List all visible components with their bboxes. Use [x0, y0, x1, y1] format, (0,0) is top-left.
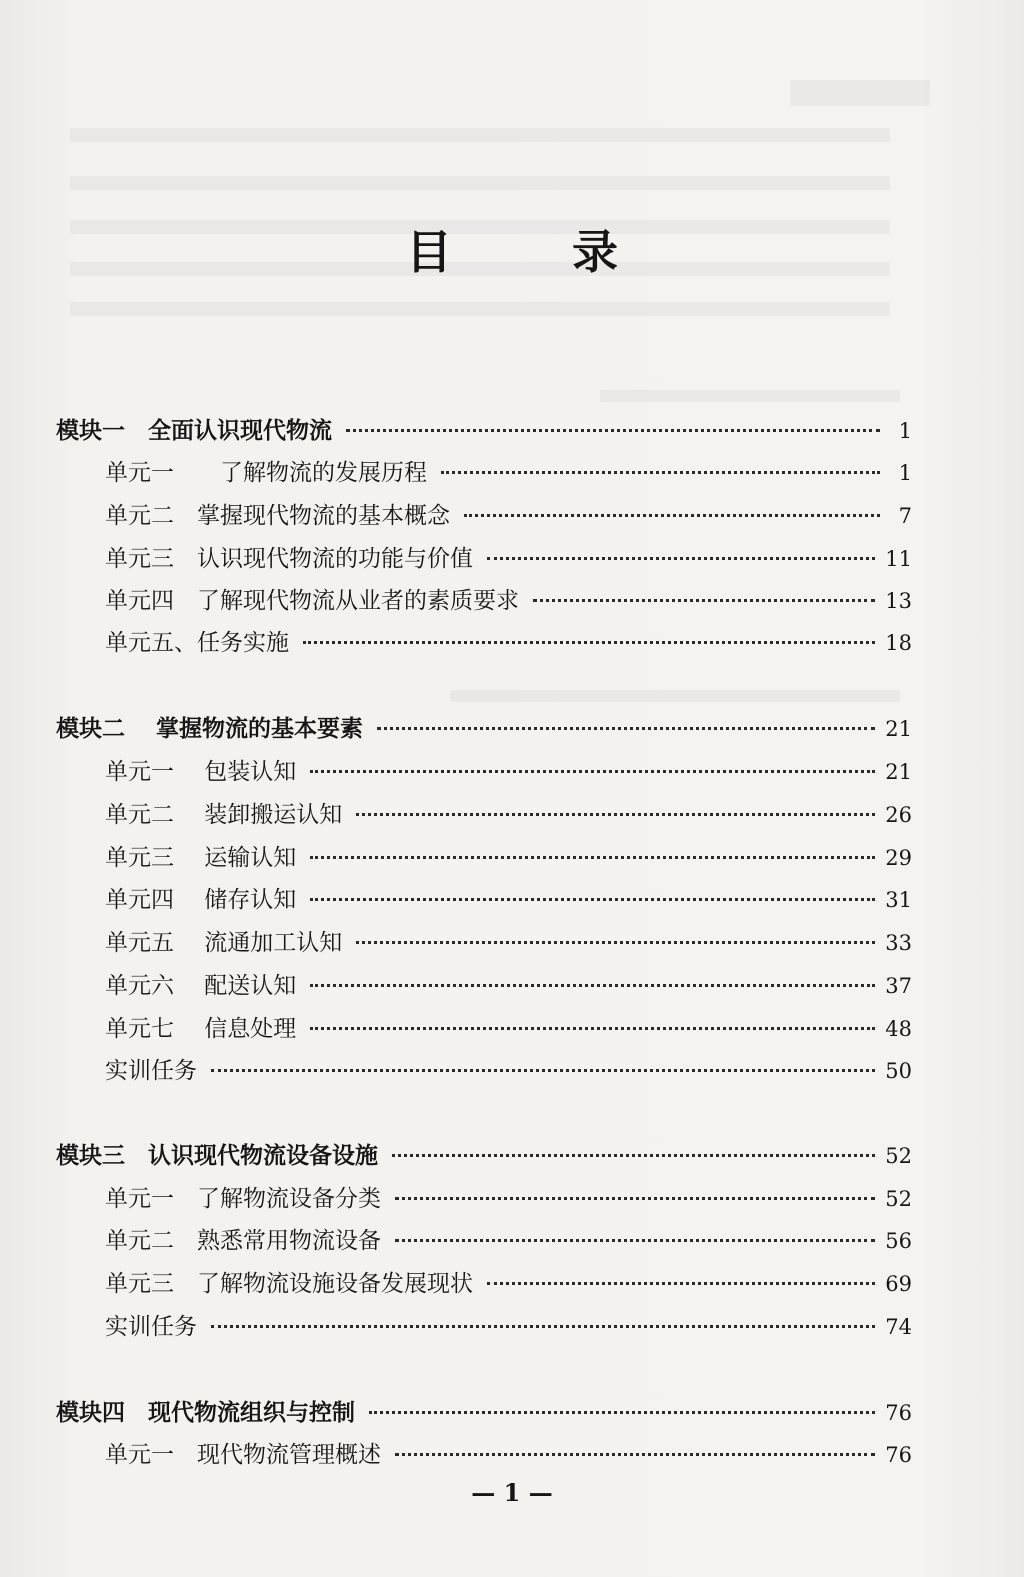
toc-module-2[interactable]	[56, 710, 912, 750]
toc-entry-page: 1	[898, 419, 912, 443]
toc-module-1[interactable]	[56, 412, 912, 452]
dot-leader	[310, 770, 875, 773]
toc-entry-label: 实训任务	[105, 1058, 197, 1084]
toc-entry-page: 56	[885, 1229, 912, 1253]
toc-entry-page: 69	[885, 1272, 912, 1296]
toc-unit[interactable]	[105, 839, 912, 879]
dot-leader	[211, 1069, 875, 1072]
toc-entry-page: 26	[885, 803, 912, 827]
toc-unit[interactable]	[105, 1265, 912, 1305]
toc-unit[interactable]	[105, 924, 912, 964]
dot-leader	[303, 641, 875, 644]
page-title: 目 录	[405, 225, 670, 279]
toc-entry-label: 单元七 信息处理	[105, 1016, 297, 1042]
toc-unit[interactable]	[105, 1436, 912, 1476]
toc-entry-page: 48	[885, 1017, 912, 1041]
dot-leader	[346, 429, 880, 432]
toc-entry-label: 单元四 了解现代物流从业者的素质要求	[105, 588, 519, 614]
toc-unit[interactable]	[105, 624, 912, 664]
dot-leader	[533, 599, 875, 602]
toc-entry-label: 模块二 掌握物流的基本要素	[56, 716, 364, 742]
toc-entry-label: 单元一 包装认知	[105, 759, 297, 785]
toc-entry-label: 单元二 掌握现代物流的基本概念	[105, 503, 450, 529]
toc-module-4[interactable]	[56, 1394, 912, 1434]
dot-leader	[392, 1154, 875, 1157]
toc-unit[interactable]	[105, 753, 912, 793]
toc-entry-page: 13	[885, 589, 912, 613]
toc-entry-label: 单元四 储存认知	[105, 887, 297, 913]
dot-leader	[395, 1197, 875, 1200]
toc-entry-page: 1	[898, 461, 912, 485]
dot-leader	[395, 1239, 875, 1242]
toc-unit[interactable]	[105, 796, 912, 836]
toc-entry-page: 21	[885, 717, 912, 741]
toc-entry-page: 37	[885, 974, 912, 998]
toc-entry-label: 单元一 了解物流的发展历程	[105, 460, 427, 486]
toc-entry-label: 单元五 流通加工认知	[105, 930, 343, 956]
toc-entry-label: 单元一 现代物流管理概述	[105, 1442, 381, 1468]
toc-unit[interactable]	[105, 1308, 912, 1348]
toc-entry-label: 单元六 配送认知	[105, 973, 297, 999]
toc-unit[interactable]	[105, 582, 912, 622]
toc-entry-page: 21	[885, 760, 912, 784]
toc-entry-page: 52	[885, 1144, 912, 1168]
toc-entry-page: 18	[885, 631, 912, 655]
toc-entry-page: 29	[885, 846, 912, 870]
dot-leader	[487, 557, 875, 560]
toc-unit[interactable]	[105, 1222, 912, 1262]
dot-leader	[310, 856, 875, 859]
toc-entry-page: 33	[885, 931, 912, 955]
dot-leader	[310, 984, 875, 987]
toc-unit[interactable]	[105, 1010, 912, 1050]
toc-entry-label: 单元三 了解物流设施设备发展现状	[105, 1271, 473, 1297]
toc-entry-page: 76	[885, 1443, 912, 1467]
dot-leader	[377, 727, 875, 730]
toc-entry-label: 单元五、任务实施	[105, 630, 289, 656]
dot-leader	[395, 1453, 875, 1456]
dot-leader	[356, 941, 875, 944]
dot-leader	[310, 1027, 875, 1030]
dot-leader	[310, 898, 875, 901]
toc-entry-label: 模块一 全面认识现代物流	[56, 418, 332, 444]
toc-entry-page: 74	[885, 1315, 912, 1339]
dot-leader	[464, 514, 880, 517]
toc-entry-page: 50	[885, 1059, 912, 1083]
toc-module-3[interactable]	[56, 1137, 912, 1177]
dot-leader	[369, 1411, 875, 1414]
toc-entry-label: 单元三 认识现代物流的功能与价值	[105, 546, 473, 572]
toc-unit[interactable]	[105, 967, 912, 1007]
toc-unit[interactable]	[105, 1052, 912, 1092]
dot-leader	[441, 471, 880, 474]
toc-entry-page: 7	[898, 504, 912, 528]
toc-entry-page: 31	[885, 888, 912, 912]
toc-entry-page: 76	[885, 1401, 912, 1425]
toc-entry-label: 模块三 认识现代物流设备设施	[56, 1143, 378, 1169]
dot-leader	[356, 813, 875, 816]
toc-entry-label: 单元二 装卸搬运认知	[105, 802, 343, 828]
toc-unit[interactable]	[105, 881, 912, 921]
toc-entry-label: 单元一 了解物流设备分类	[105, 1186, 381, 1212]
page-number: — 1 —	[471, 1478, 553, 1507]
toc-unit[interactable]	[105, 454, 912, 494]
toc-unit[interactable]	[105, 1180, 912, 1220]
toc-unit[interactable]	[105, 497, 912, 537]
toc-entry-label: 模块四 现代物流组织与控制	[56, 1400, 355, 1426]
toc-entry-label: 单元三 运输认知	[105, 845, 297, 871]
toc-entry-page: 11	[885, 547, 912, 571]
dot-leader	[211, 1325, 875, 1328]
toc-entry-label: 单元二 熟悉常用物流设备	[105, 1228, 381, 1254]
dot-leader	[487, 1282, 875, 1285]
toc-unit[interactable]	[105, 540, 912, 580]
toc-entry-page: 52	[885, 1187, 912, 1211]
toc-entry-label: 实训任务	[105, 1314, 197, 1340]
